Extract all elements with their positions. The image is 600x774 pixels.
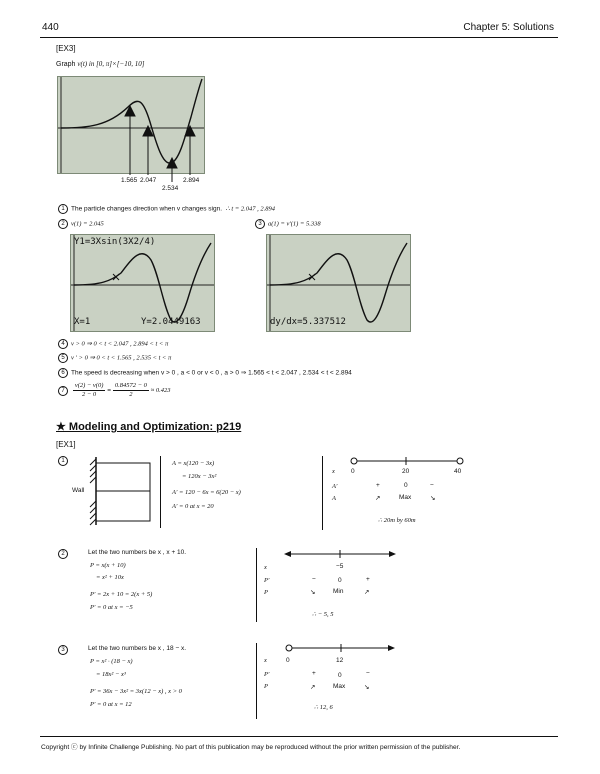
- p1-eq-1: A = x(120 − 3x): [172, 460, 215, 467]
- p2-number: 2: [58, 549, 71, 559]
- p3-eq-3: P′ = 36x − 3x² = 3x(12 − x) , x > 0: [90, 688, 182, 695]
- mark-2534: 2.534: [162, 185, 179, 192]
- p2-min: Min: [333, 588, 344, 595]
- p3-arrow-down: ↘: [364, 684, 370, 691]
- p2-eq-2: = x² + 10x: [96, 574, 124, 581]
- p2-sign-plus: +: [366, 576, 370, 583]
- p1-result: ∴ 20m by 60m: [378, 517, 416, 524]
- p2-number-line: [284, 548, 396, 560]
- p1-eq-2: = 120x − 3x²: [182, 473, 217, 480]
- p3-sign-minus: −: [366, 670, 370, 677]
- p1-row-a: A: [332, 495, 336, 502]
- ex1-label: [EX1]: [56, 440, 76, 449]
- p3-intro: Let the two numbers be x , 18 − x.: [88, 645, 187, 652]
- p2-arrow-down: ↘: [310, 589, 316, 596]
- p1-sign-zero: 0: [404, 482, 408, 489]
- p3-tick-0: 0: [286, 657, 290, 664]
- p3-row-x: x: [264, 657, 267, 664]
- wall-fence-diagram: [76, 455, 156, 527]
- p1-tick-40: 40: [454, 468, 462, 475]
- p1-sign-plus: +: [376, 482, 380, 489]
- p2-row-x: x: [264, 564, 267, 571]
- p1-sign-minus: −: [430, 482, 434, 489]
- p3-sign-plus: +: [312, 670, 316, 677]
- section-title: ★ Modeling and Optimization: p219: [56, 421, 242, 433]
- p3-max: Max: [333, 683, 346, 690]
- p2-row-p: P: [264, 589, 268, 596]
- p1-arrow-down: ↘: [430, 495, 436, 502]
- footer-rule: [40, 736, 558, 737]
- p3-table-divider: [256, 643, 257, 719]
- p3-row-pprime: P′: [264, 671, 270, 678]
- calc-screen-derivative: [266, 234, 411, 332]
- p1-number-line: [348, 455, 466, 467]
- ex3-label: [EX3]: [56, 44, 76, 53]
- p2-tick: −5: [336, 563, 344, 570]
- mark-2047: 2.047: [140, 177, 157, 184]
- p2-sign-zero: 0: [338, 577, 342, 584]
- p2-arrow-up: ↗: [364, 589, 370, 596]
- p2-eq-1: P = x(x + 10): [90, 562, 126, 569]
- p3-result: ∴ 12, 6: [314, 704, 333, 711]
- wall-label: Wall: [72, 487, 85, 494]
- p2-eq-4: P′ = 0 at x = −5: [90, 604, 133, 611]
- page-number: 440: [42, 22, 59, 33]
- p3-eq-2: = 18x² − x³: [96, 671, 126, 678]
- p2-table-divider: [256, 548, 257, 622]
- p1-row-aprime: A′: [332, 483, 338, 490]
- p1-divider: [160, 456, 161, 528]
- p1-arrow-up: ↗: [375, 495, 381, 502]
- calc-function-readout: Y1=3Xsin(3X2/4): [74, 237, 156, 247]
- p1-table-divider: [322, 456, 323, 530]
- root-markers: [57, 100, 217, 200]
- p1-number: 1: [58, 456, 71, 466]
- p2-eq-3: P′ = 2x + 10 = 2(x + 5): [90, 591, 153, 598]
- ex3-item3: 3 a(1) = v′(1) = 5.338: [255, 219, 321, 229]
- p1-eq-3: A′ = 120 − 6x = 6(20 − x): [172, 489, 241, 496]
- ex3-item1: 1 The particle changes direction when v changes sign. ∴ t = 2.047 , 2.894: [58, 204, 275, 214]
- p2-row-pprime: P′: [264, 577, 270, 584]
- p3-arrow-up: ↗: [310, 684, 316, 691]
- ex3-item5: 5 v ′ > 0 ⇒ 0 < t < 1.565 , 2.535 < t < π: [58, 353, 171, 363]
- ex3-graph-instruction: Graph v(t) in [0, π]×[−10, 10]: [56, 60, 145, 68]
- ex3-item4: 4 v > 0 ⇒ 0 < t < 2.047 , 2.894 < t < π: [58, 339, 168, 349]
- p2-result: ∴ − 5, 5: [312, 611, 334, 618]
- p1-tick-0: 0: [351, 468, 355, 475]
- p1-row-x: x: [332, 468, 335, 475]
- copyright-footer: Copyright ⓒ by Infinite Challenge Publishing. No part of this publication may be reproduced without the prior written permission of the publisher.: [41, 744, 461, 751]
- ex3-item7: 7 $\frac{v(2) - v(0)}{2 - 0}$ = $\frac{0.84572 - 0}{2}$ ≈ 0.423: [58, 382, 170, 399]
- header-rule: [40, 37, 558, 38]
- p3-sign-zero: 0: [338, 672, 342, 679]
- p3-tick-12: 12: [336, 657, 344, 664]
- p2-sign-minus: −: [312, 576, 316, 583]
- calc-x-readout: X=1: [74, 317, 91, 327]
- chapter-title: Chapter 5: Solutions: [463, 22, 554, 33]
- p3-number: 3: [58, 645, 71, 655]
- p3-row-p: P: [264, 683, 268, 690]
- p1-eq-4: A′ = 0 at x = 20: [172, 503, 214, 510]
- mark-2894: 2.894: [183, 177, 200, 184]
- p3-eq-1: P = x² · (18 − x): [90, 658, 133, 665]
- calc-screen-value: [70, 234, 215, 332]
- calc-y-readout: Y=2.0449163: [141, 317, 201, 327]
- ex3-item6: 6 The speed is decreasing when v > 0 , a < 0 or v < 0 , a > 0 ⇒ 1.565 < t < 2.047 , 2.534 < t < 2.894: [58, 368, 352, 378]
- p2-intro: Let the two numbers be x , x + 10.: [88, 549, 187, 556]
- mark-1565: 1.565: [121, 177, 138, 184]
- p3-number-line: [283, 642, 395, 654]
- p1-tick-20: 20: [402, 468, 410, 475]
- p1-max: Max: [399, 494, 412, 501]
- p3-eq-4: P′ = 0 at x = 12: [90, 701, 132, 708]
- ex3-item2: 2 v(1) = 2.045: [58, 219, 104, 229]
- calc-derivative-readout: dy/dx=5.337512: [270, 317, 346, 327]
